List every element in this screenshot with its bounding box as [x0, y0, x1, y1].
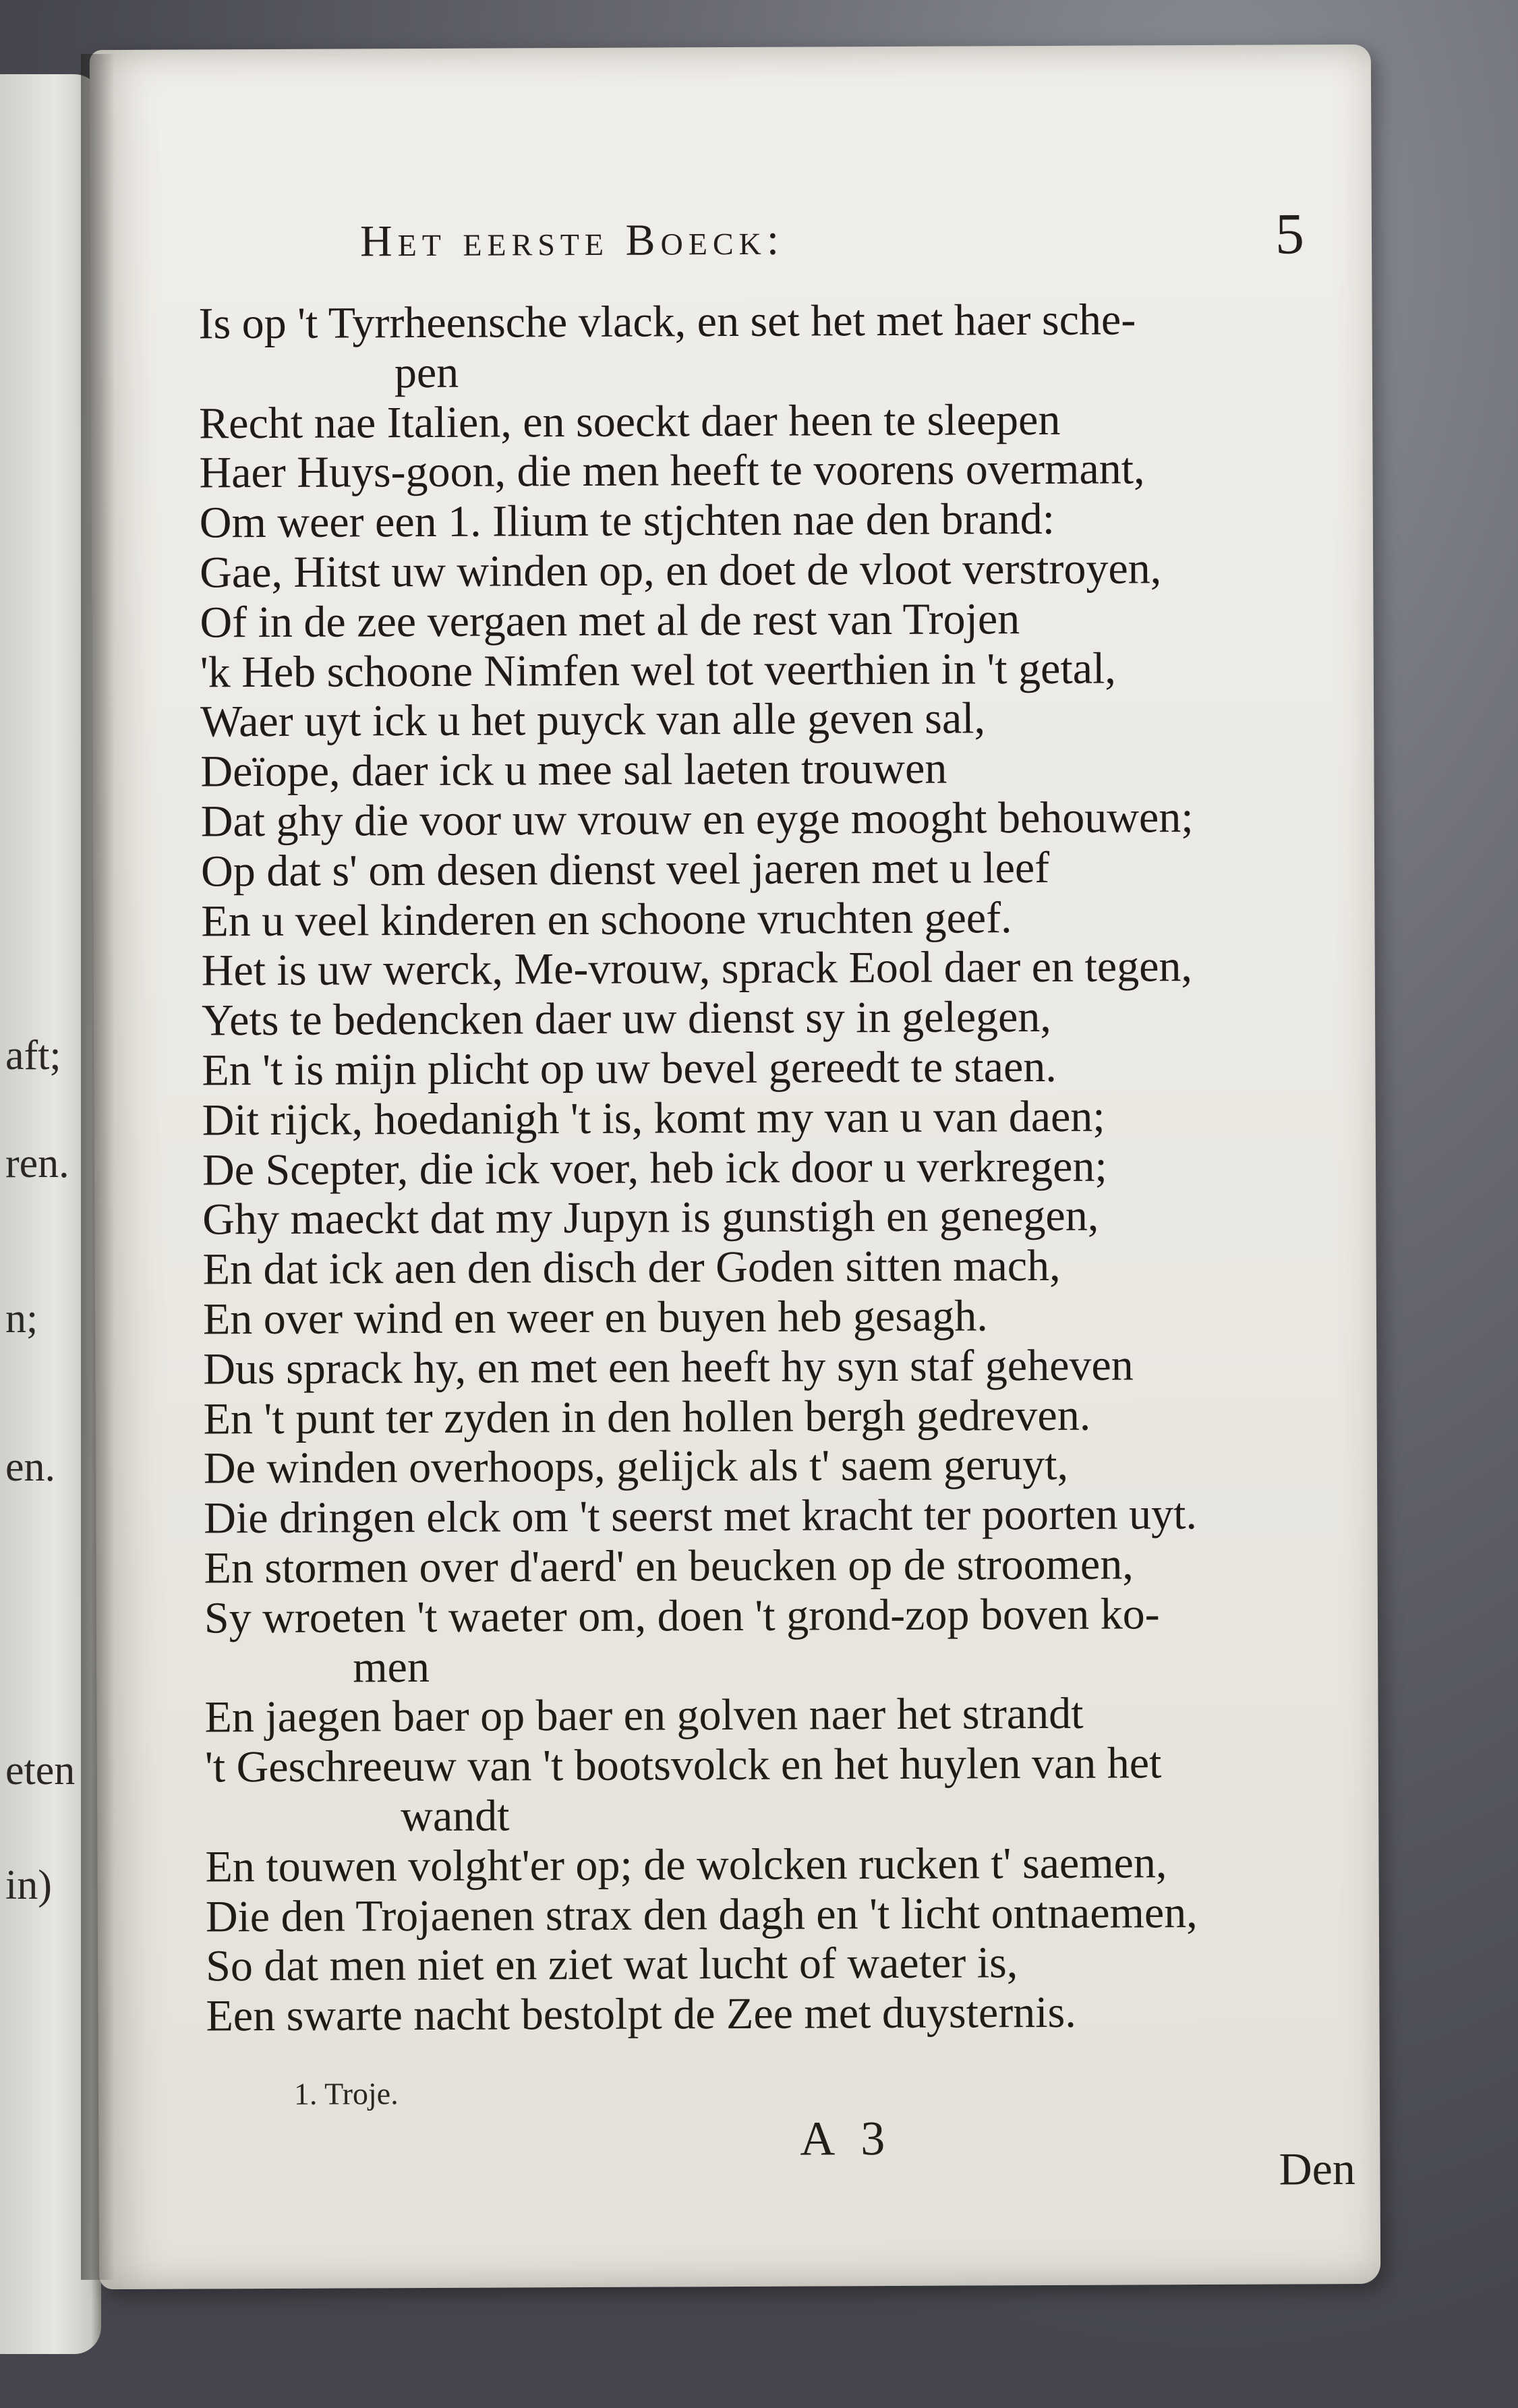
verse-line: En dat ick aen den disch der Goden sitten mach,	[202, 1241, 1061, 1294]
verse-line: En u veel kinderen en schoone vruchten geef.	[201, 892, 1012, 946]
verse-line: Een swarte nacht bestolpt de Zee met duysternis.	[206, 1987, 1076, 2041]
facing-page-fragment: n;	[5, 1296, 38, 1342]
verse-line: So dat men niet en ziet wat lucht of waeter is,	[206, 1938, 1018, 1991]
catchword: Den	[1279, 2143, 1355, 2195]
verse-line: Om weer een 1. Ilium te stjchten nae den brand:	[199, 494, 1055, 548]
verse-line: Recht nae Italien, en soeckt daer heen te sleepen	[199, 395, 1061, 449]
verse-line: Deïope, daer ick u mee sal laeten trouwen	[200, 743, 947, 797]
verse-line: Of in de zee vergaen met al de rest van Trojen	[200, 594, 1020, 648]
running-title: Het eerste Boeck:	[359, 214, 785, 266]
verse-line: Gae, Hitst uw winden op, en doet de vloot verstroyen,	[199, 544, 1162, 598]
footnote: 1. Troje.	[293, 2076, 399, 2111]
verse-line: Haer Huys-goon, die men heeft te voorens overmant,	[199, 444, 1145, 498]
facing-page-fragment: eten	[5, 1748, 76, 1794]
verse-line: Dit rijck, hoedanigh 't is, komt my van u van daen;	[202, 1091, 1105, 1145]
book-page	[90, 45, 1380, 2289]
verse-line: Het is uw werck, Me-vrouw, sprack Eool daer en tegen,	[201, 942, 1193, 996]
verse-line: En 't punt ter zyden in den hollen bergh gedreven.	[203, 1390, 1091, 1443]
facing-page-fragment: ren.	[5, 1141, 69, 1186]
verse-line: Yets te bedencken daer uw dienst sy in gelegen,	[201, 992, 1052, 1045]
page-header	[360, 200, 1318, 285]
verse-line: De Scepter, die ick voer, heb ick door u verkregen;	[202, 1141, 1107, 1195]
verse-line: Waer uyt ick u het puyck van alle geven sal,	[200, 693, 986, 747]
verse-line-continuation: pen	[394, 347, 459, 397]
verse-line: Dat ghy die voor uw vrouw en eyge mooght behouwen;	[200, 792, 1194, 847]
verse-line: Ghy maeckt dat my Jupyn is gunstigh en genegen,	[202, 1191, 1099, 1244]
verse-line: Dus sprack hy, en met een heeft hy syn staf geheven	[203, 1340, 1134, 1394]
verse-line-continuation: men	[353, 1642, 430, 1692]
facing-page-fragment: in)	[5, 1862, 52, 1908]
signature-mark: A 3	[800, 2111, 894, 2166]
verse-line-continuation: wandt	[401, 1791, 510, 1841]
facing-page-fragment: en.	[5, 1444, 56, 1490]
verse-line: En touwen volght'er op; de wolcken rucken t' saemen,	[205, 1837, 1167, 1892]
page-number: 5	[1275, 201, 1305, 266]
verse-line: Is op 't Tyrrheensche vlack, en set het met haer sche-	[198, 295, 1136, 349]
spine-shadow	[81, 54, 115, 2280]
verse-line: Sy wroeten 't waeter om, doen 't grond-zop boven ko-	[204, 1588, 1160, 1643]
verse-line: En over wind en weer en buyen heb gesagh.	[202, 1291, 988, 1344]
verse-line: En stormen over d'aerd' en beucken op de stroomen,	[204, 1539, 1134, 1593]
verse-line: Die dringen elck om 't seerst met kracht ter poorten uyt.	[204, 1489, 1198, 1543]
verse-line: 't Geschreeuw van 't bootsvolck en het huylen van het	[204, 1738, 1162, 1792]
facing-page-fragment: aft;	[5, 1033, 61, 1079]
verse-line: Op dat s' om desen dienst veel jaeren met u leef	[200, 842, 1050, 896]
verse-line: De winden overhoops, gelijck als t' saem geruyt,	[203, 1440, 1069, 1493]
verse-text	[198, 294, 1393, 2042]
verse-line: En jaegen baer op baer en golven naer het strandt	[204, 1689, 1084, 1742]
verse-line: Die den Trojaenen strax den dagh en 't licht ontnaemen,	[205, 1887, 1198, 1941]
verse-line: En 't is mijn plicht op uw bevel gereedt te staen.	[202, 1041, 1057, 1095]
verse-line: 'k Heb schoone Nimfen wel tot veerthien in 't getal,	[200, 643, 1117, 697]
